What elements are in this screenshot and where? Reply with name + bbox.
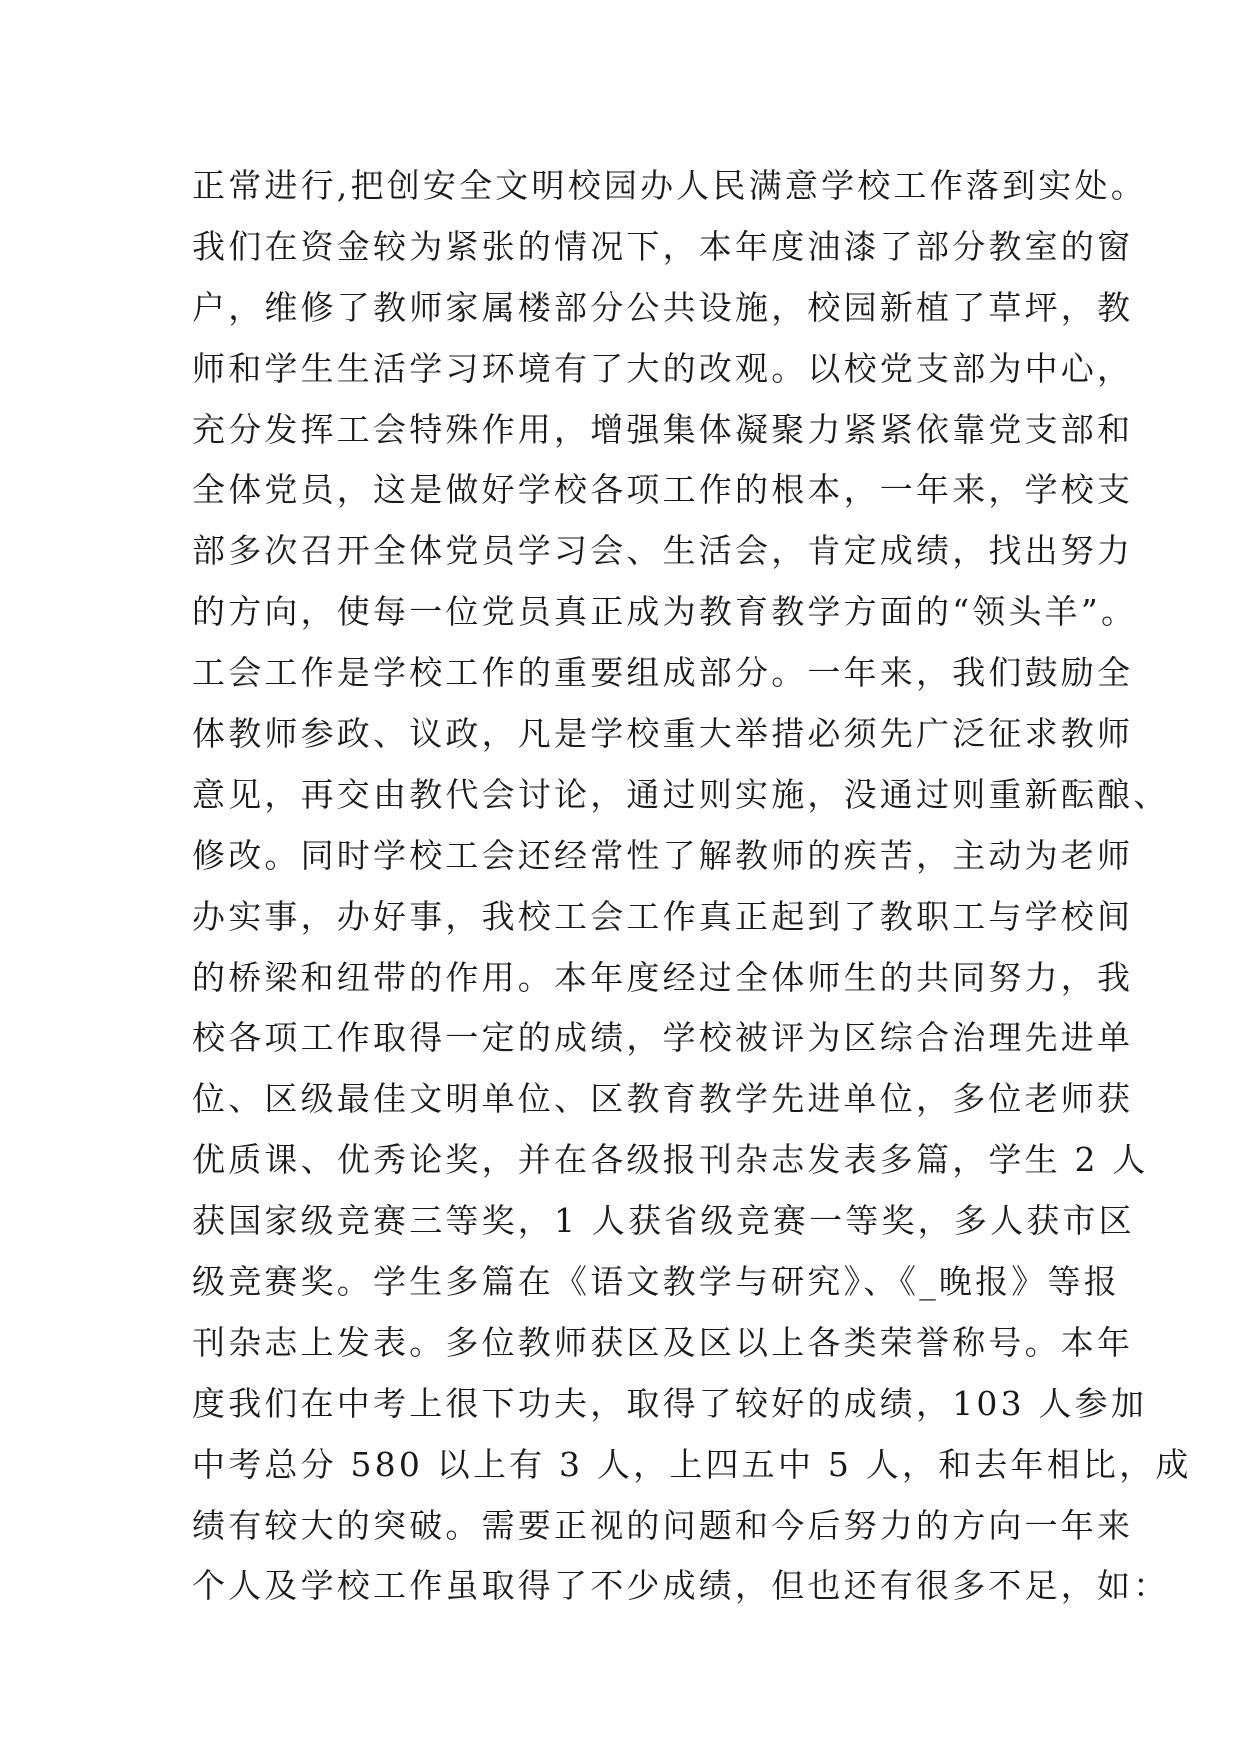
text-line: 正常进行,把创安全文明校园办人民满意学校工作落到实处。 <box>192 166 1147 205</box>
text-line: 我们在资金较为紧张的情况下，本年度油漆了部分教室的窗 <box>192 226 1134 266</box>
text-line: 获国家级竞赛三等奖，1 人获省级竞赛一等奖，多人获市区 <box>192 1201 1135 1241</box>
text-line: 优质课、优秀论奖，并在各级报刊杂志发表多篇，学生 2 人 <box>192 1140 1149 1180</box>
text-line: 修改。同时学校工会还经常性了解教师的疾苦，主动为老师 <box>192 835 1134 875</box>
text-line: 的桥梁和纽带的作用。本年度经过全体师生的共同努力，我 <box>192 957 1134 997</box>
text-line: 位、区级最佳文明单位、区教育教学先进单位，多位老师获 <box>192 1079 1134 1119</box>
text-line: 绩有较大的突破。需要正视的问题和今后努力的方向一年来 <box>192 1505 1134 1545</box>
text-line: 户，维修了教师家属楼部分公共设施，校园新植了草坪，教 <box>192 287 1134 327</box>
text-line: 充分发挥工会特殊作用，增强集体凝聚力紧紧依靠党支部和 <box>192 409 1134 449</box>
text-line: 刊杂志上发表。多位教师获区及区以上各类荣誉称号。本年 <box>192 1322 1134 1362</box>
text-line: 度我们在中考上很下功夫，取得了较好的成绩，103 人参加 <box>192 1383 1148 1423</box>
text-line: 个人及学校工作虽取得了不少成绩，但也还有很多不足，如： <box>192 1566 1170 1606</box>
text-line: 校各项工作取得一定的成绩，学校被评为区综合治理先进单 <box>192 1018 1134 1058</box>
text-line: 部多次召开全体党员学习会、生活会，肯定成绩，找出努力 <box>192 531 1134 571</box>
text-line: 办实事，办好事，我校工会工作真正起到了教职工与学校间 <box>192 896 1134 936</box>
text-line: 全体党员，这是做好学校各项工作的根本，一年来，学校支 <box>192 470 1134 510</box>
text-line: 级竞赛奖。学生多篇在《语文教学与研究》、《_晚报》等报 <box>192 1262 1120 1302</box>
text-line: 体教师参政、议政，凡是学校重大举措必须先广泛征求教师 <box>192 714 1134 754</box>
text-line: 中考总分 580 以上有 3 人，上四五中 5 人，和去年相比，成 <box>192 1444 1192 1484</box>
body-text <box>192 156 1192 1617</box>
text-line: 的方向，使每一位党员真正成为教育教学方面的“领头羊”。 <box>192 592 1138 632</box>
text-line: 工会工作是学校工作的重要组成部分。一年来，我们鼓励全 <box>192 653 1134 693</box>
text-line: 意见，再交由教代会讨论，通过则实施，没通过则重新酝酿、 <box>192 774 1170 814</box>
text-line: 师和学生生活学习环境有了大的改观。以校党支部为中心， <box>192 348 1134 388</box>
